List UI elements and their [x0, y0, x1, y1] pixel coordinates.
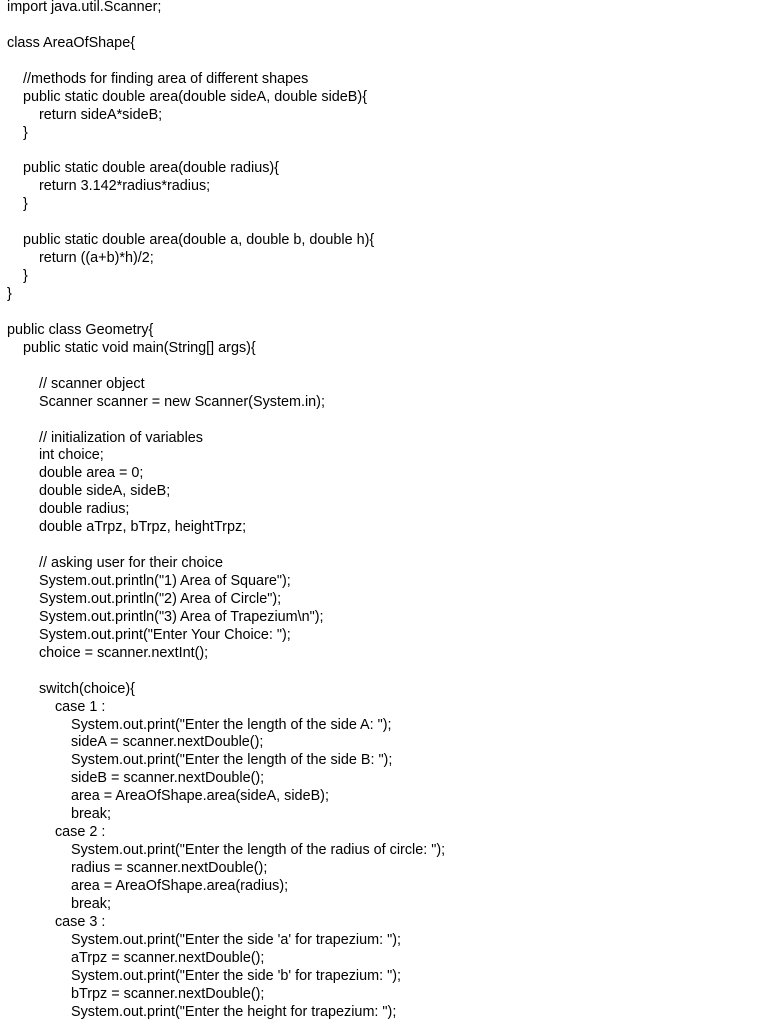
code-line: import java.util.Scanner; [7, 0, 162, 15]
code-line: return ((a+b)*h)/2; [7, 250, 154, 267]
code-line: System.out.print("Enter the length of the radius of circle: "); [7, 842, 446, 859]
code-line: } [7, 124, 28, 141]
code-line: bTrpz = scanner.nextDouble(); [7, 985, 265, 1002]
code-line: System.out.print("Enter Your Choice: "); [7, 626, 291, 643]
code-line: // asking user for their choice [7, 555, 223, 572]
code-line: area = AreaOfShape.area(sideA, sideB); [7, 788, 329, 805]
code-line: case 1 : [7, 698, 106, 715]
code-line: System.out.print("Enter the height for trapezium: "); [7, 1003, 397, 1020]
code-line [7, 358, 762, 376]
code-line: switch(choice){ [7, 680, 135, 697]
code-line [7, 17, 762, 35]
code-line: break; [7, 895, 111, 912]
code-line: } [7, 268, 28, 285]
code-line: class AreaOfShape{ [7, 34, 135, 51]
code-line: public static double area(double sideA, double sideB){ [7, 88, 367, 105]
code-line [7, 663, 762, 681]
code-line: choice = scanner.nextInt(); [7, 644, 209, 661]
code-line: case 2 : [7, 824, 106, 841]
code-line: Scanner scanner = new Scanner(System.in); [7, 393, 325, 410]
code-line: public static double area(double radius){ [7, 160, 279, 177]
code-line: // initialization of variables [7, 429, 203, 446]
code-line: case 3 : [7, 913, 106, 930]
code-line [7, 537, 762, 555]
code-line: public class Geometry{ [7, 321, 154, 338]
code-line: } [7, 196, 28, 213]
code-line: public static void main(String[] args){ [7, 339, 256, 356]
code-line [7, 412, 762, 430]
code-line: double aTrpz, bTrpz, heightTrpz; [7, 519, 247, 536]
code-line [7, 53, 762, 71]
code-line [7, 214, 762, 232]
code-line: aTrpz = scanner.nextDouble(); [7, 949, 265, 966]
code-line: radius = scanner.nextDouble(); [7, 860, 268, 876]
code-line [7, 304, 762, 322]
code-line: double area = 0; [7, 465, 144, 482]
code-line: sideA = scanner.nextDouble(); [7, 734, 264, 751]
code-line: return 3.142*radius*radius; [7, 178, 211, 195]
code-line: System.out.print("Enter the side 'a' for trapezium: "); [7, 931, 402, 948]
code-line: System.out.println("1) Area of Square"); [7, 573, 291, 589]
code-line: int choice; [7, 447, 104, 464]
code-line: System.out.print("Enter the side 'b' for trapezium: "); [7, 967, 402, 984]
code-line: System.out.print("Enter the length of the side B: "); [7, 752, 393, 769]
code-line: System.out.print("Enter the length of the side A: "); [7, 716, 392, 733]
code-line: break; [7, 806, 111, 823]
code-line: return sideA*sideB; [7, 106, 163, 123]
code-line: sideB = scanner.nextDouble(); [7, 770, 265, 787]
code-line: area = AreaOfShape.area(radius); [7, 877, 289, 894]
code-line: System.out.println("3) Area of Trapezium\n"); [7, 608, 324, 625]
code-line: double radius; [7, 501, 130, 518]
code-line: System.out.println("2) Area of Circle"); [7, 590, 282, 607]
code-line: // scanner object [7, 375, 145, 392]
code-line: public static double area(double a, double b, double h){ [7, 232, 375, 249]
code-line: double sideA, sideB; [7, 483, 171, 500]
code-line [7, 143, 762, 161]
code-line: } [7, 286, 12, 302]
code-line: //methods for finding area of different shapes [7, 70, 309, 87]
code-document [7, 0, 762, 1021]
